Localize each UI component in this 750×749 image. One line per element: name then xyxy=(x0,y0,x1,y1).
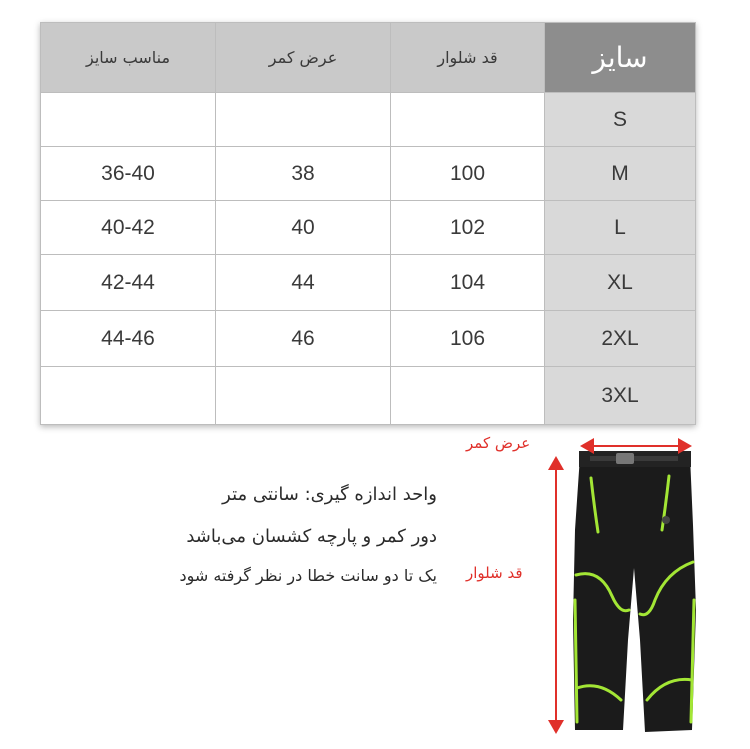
header-length: قد شلوار xyxy=(391,23,545,93)
length-label: قد شلوار xyxy=(466,564,523,582)
cell-size: 3XL xyxy=(545,367,696,425)
pants-icon xyxy=(573,451,696,732)
cell-fit: 36-40 xyxy=(41,147,216,201)
cell-waist: 40 xyxy=(216,201,391,255)
cell-waist: 46 xyxy=(216,311,391,367)
cell-length: 104 xyxy=(391,255,545,311)
cell-length: 100 xyxy=(391,147,545,201)
cell-length: 102 xyxy=(391,201,545,255)
cell-size: 2XL xyxy=(545,311,696,367)
cell-size: L xyxy=(545,201,696,255)
cell-length: 106 xyxy=(391,311,545,367)
cell-fit: 40-42 xyxy=(41,201,216,255)
cell-fit: 44-46 xyxy=(41,311,216,367)
cell-waist: 38 xyxy=(216,147,391,201)
left-side-stripe xyxy=(575,600,577,722)
cell-waist: 44 xyxy=(216,255,391,311)
header-waist: عرض کمر xyxy=(216,23,391,93)
pocket-button-icon xyxy=(662,516,670,524)
waist-label: عرض کمر xyxy=(466,434,531,452)
header-fit: مناسب سایز xyxy=(41,23,216,93)
cell-size: M xyxy=(545,147,696,201)
note-elastic: دور کمر و پارچه کشسان می‌باشد xyxy=(186,526,437,547)
belt-buckle-icon xyxy=(616,453,634,464)
note-tolerance: یک تا دو سانت خطا در نظر گرفته شود xyxy=(179,566,437,585)
cell-size: S xyxy=(545,93,696,147)
pants-body xyxy=(573,456,696,732)
cell-size: XL xyxy=(545,255,696,311)
header-size: سایز xyxy=(545,23,696,93)
note-unit: واحد اندازه گیری: سانتی متر xyxy=(222,484,437,505)
cell-fit: 42-44 xyxy=(41,255,216,311)
